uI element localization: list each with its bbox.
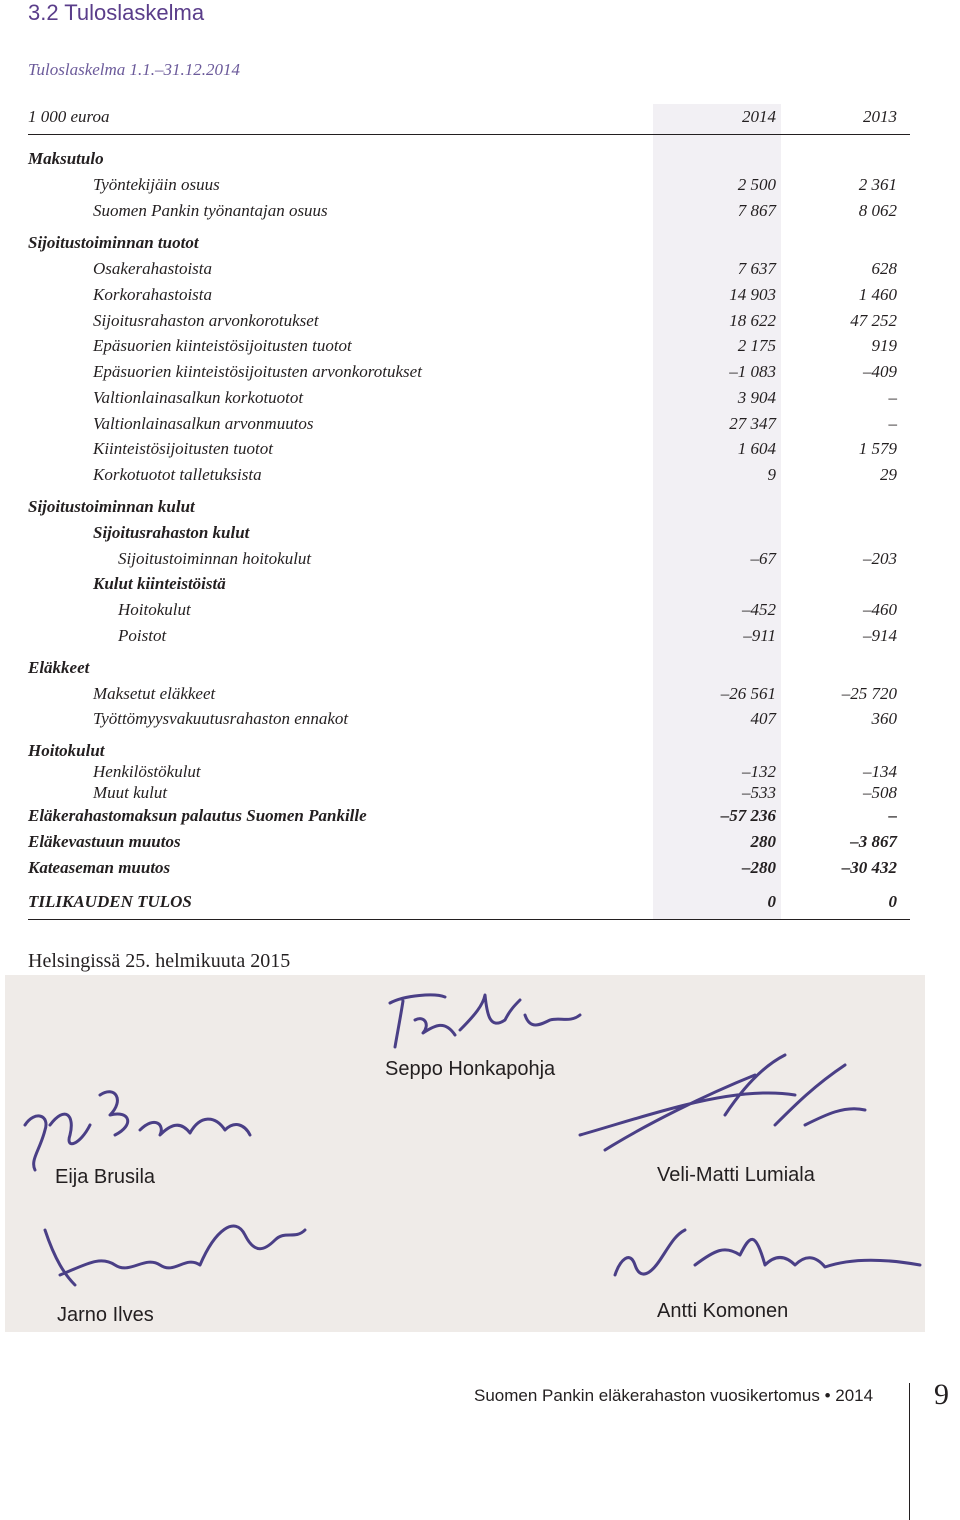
value-2013: 628 xyxy=(871,259,897,278)
row-label: Sijoitustoiminnan hoitokulut xyxy=(118,549,312,568)
value-2014: 14 903 xyxy=(729,285,776,304)
value-2013: 47 252 xyxy=(850,311,897,330)
value-2014: –452 xyxy=(742,600,776,619)
value-2013: –460 xyxy=(863,600,897,619)
signature-jarno-ilves xyxy=(45,1226,305,1285)
row-label: Eläkerahastomaksun palautus Suomen Pankille xyxy=(28,806,367,825)
row-label: Hoitokulut xyxy=(28,741,105,760)
row-label: Henkilöstökulut xyxy=(93,762,201,781)
table-row xyxy=(28,284,910,306)
signatory-name-3: Jarno Ilves xyxy=(57,1304,154,1326)
row-label: Kulut kiinteistöistä xyxy=(93,574,226,593)
table-row xyxy=(28,599,910,621)
value-2014: 3 904 xyxy=(737,388,776,407)
signatory-name-1: Eija Brusila xyxy=(55,1166,156,1188)
table-row xyxy=(28,548,910,570)
row-label: Maksutulo xyxy=(28,149,104,168)
table-header-row xyxy=(28,106,910,128)
value-2013: 2 361 xyxy=(858,175,897,194)
row-label: Valtionlainasalkun arvonmuutos xyxy=(93,414,314,433)
table-row xyxy=(28,625,910,647)
row-label: Työttömyysvakuutusrahaston ennakot xyxy=(93,709,349,728)
signature-seppo-honkapohja xyxy=(390,995,580,1047)
table-row xyxy=(28,148,910,170)
row-label: Suomen Pankin työnantajan osuus xyxy=(93,201,328,220)
row-label: Korkorahastoista xyxy=(93,285,213,304)
value-2014: 1 604 xyxy=(737,439,776,458)
table-row xyxy=(28,361,910,383)
row-label: Epäsuorien kiinteistösijoitusten tuotot xyxy=(93,336,352,355)
row-label: Sijoitustoiminnan kulut xyxy=(28,497,195,516)
value-2013: 1 460 xyxy=(858,285,897,304)
value-2014: –533 xyxy=(742,783,776,802)
signatures-image xyxy=(5,975,925,1332)
value-2014: –280 xyxy=(742,858,776,877)
signature-antti-komonen xyxy=(615,1230,920,1275)
table-row xyxy=(28,573,910,595)
value-2014: –1 083 xyxy=(729,362,776,381)
table-row xyxy=(28,174,910,196)
table-row xyxy=(28,387,910,409)
value-2013: –30 432 xyxy=(841,858,897,877)
table-row xyxy=(28,891,910,913)
value-2013: 919 xyxy=(871,336,897,355)
value-2014: 2 175 xyxy=(737,336,776,355)
signatory-name-4: Antti Komonen xyxy=(657,1300,789,1322)
footer-publication-title: Suomen Pankin eläkerahaston vuosikertomus • 2014 xyxy=(474,1386,874,1405)
statement-subtitle: Tuloslaskelma 1.1.–31.12.2014 xyxy=(28,60,241,79)
value-2014: –911 xyxy=(743,626,776,645)
value-2013: – xyxy=(888,414,897,433)
value-2014: 2 500 xyxy=(737,175,776,194)
signature-veli-matti-lumiala xyxy=(580,1055,865,1150)
value-2013: 360 xyxy=(871,709,897,728)
table-row xyxy=(28,761,910,783)
value-2013: 0 xyxy=(888,892,897,911)
table-row xyxy=(28,857,910,879)
row-label: Työntekijäin osuus xyxy=(93,175,220,194)
row-label: Maksetut eläkkeet xyxy=(93,684,216,703)
header-rule xyxy=(28,134,910,135)
value-2014: 18 622 xyxy=(729,311,776,330)
value-2013: –914 xyxy=(863,626,897,645)
bottom-rule xyxy=(28,919,910,920)
table-row xyxy=(28,805,910,827)
value-2013: –134 xyxy=(863,762,897,781)
value-2013: 29 xyxy=(880,465,897,484)
table-row xyxy=(28,413,910,435)
row-label: Epäsuorien kiinteistösijoitusten arvonkorotukset xyxy=(93,362,422,381)
value-2014: –132 xyxy=(742,762,776,781)
row-label: Hoitokulut xyxy=(118,600,191,619)
value-2013: 8 062 xyxy=(858,201,897,220)
value-2014: 407 xyxy=(750,709,776,728)
value-2013: –203 xyxy=(863,549,897,568)
value-2013: –409 xyxy=(863,362,897,381)
value-2014: 280 xyxy=(750,832,776,851)
table-row xyxy=(28,464,910,486)
footer-divider xyxy=(909,1383,910,1520)
table-row xyxy=(28,496,910,518)
value-2013: –25 720 xyxy=(841,684,897,703)
table-row xyxy=(28,232,910,254)
row-label: Kateaseman muutos xyxy=(28,858,171,877)
table-row xyxy=(28,708,910,730)
value-2013: 1 579 xyxy=(858,439,897,458)
row-label: Osakerahastoista xyxy=(93,259,212,278)
value-2014: 27 347 xyxy=(729,414,776,433)
column-header-2013: 2013 xyxy=(863,107,897,126)
row-label: Eläkkeet xyxy=(28,658,90,677)
row-label: Sijoitusrahaston arvonkorotukset xyxy=(93,311,319,330)
row-label: Poistot xyxy=(118,626,167,645)
value-2013: – xyxy=(888,388,897,407)
row-label: TILIKAUDEN TULOS xyxy=(28,892,192,911)
value-2014: –67 xyxy=(750,549,776,568)
row-label: Korkotuotot talletuksista xyxy=(93,465,262,484)
signature-block xyxy=(5,975,925,1332)
value-2014: –26 561 xyxy=(720,684,776,703)
row-label: Muut kulut xyxy=(93,783,168,802)
value-2014: –57 236 xyxy=(720,806,776,825)
row-label: Sijoitusrahaston kulut xyxy=(93,523,250,542)
unit-label: 1 000 euroa xyxy=(28,107,110,126)
row-label: Eläkevastuun muutos xyxy=(28,832,181,851)
table-row xyxy=(28,258,910,280)
table-row xyxy=(28,310,910,332)
column-header-2014: 2014 xyxy=(742,107,776,126)
signature-eija-brusila xyxy=(25,1092,250,1170)
value-2014: 9 xyxy=(767,465,776,484)
table-row xyxy=(28,683,910,705)
table-row xyxy=(28,831,910,853)
table-row xyxy=(28,782,910,804)
row-label: Valtionlainasalkun korkotuotot xyxy=(93,388,304,407)
section-heading: 3.2 Tuloslaskelma xyxy=(28,0,205,25)
value-2014: 7 867 xyxy=(737,201,776,220)
table-row xyxy=(28,657,910,679)
table-row xyxy=(28,438,910,460)
table-row xyxy=(28,200,910,222)
value-2014: 7 637 xyxy=(737,259,776,278)
value-2013: –508 xyxy=(863,783,897,802)
place-and-date: Helsingissä 25. helmikuuta 2015 xyxy=(28,950,291,972)
table-row xyxy=(28,335,910,357)
signatory-name-0: Seppo Honkapohja xyxy=(385,1058,556,1080)
value-2014: 0 xyxy=(767,892,776,911)
table-row xyxy=(28,740,910,762)
signatory-name-2: Veli-Matti Lumiala xyxy=(657,1164,815,1186)
row-label: Sijoitustoiminnan tuotot xyxy=(28,233,199,252)
table-row xyxy=(28,522,910,544)
row-label: Kiinteistösijoitusten tuotot xyxy=(93,439,273,458)
value-2013: – xyxy=(888,806,897,825)
page-number: 9 xyxy=(934,1378,949,1411)
value-2013: –3 867 xyxy=(850,832,897,851)
